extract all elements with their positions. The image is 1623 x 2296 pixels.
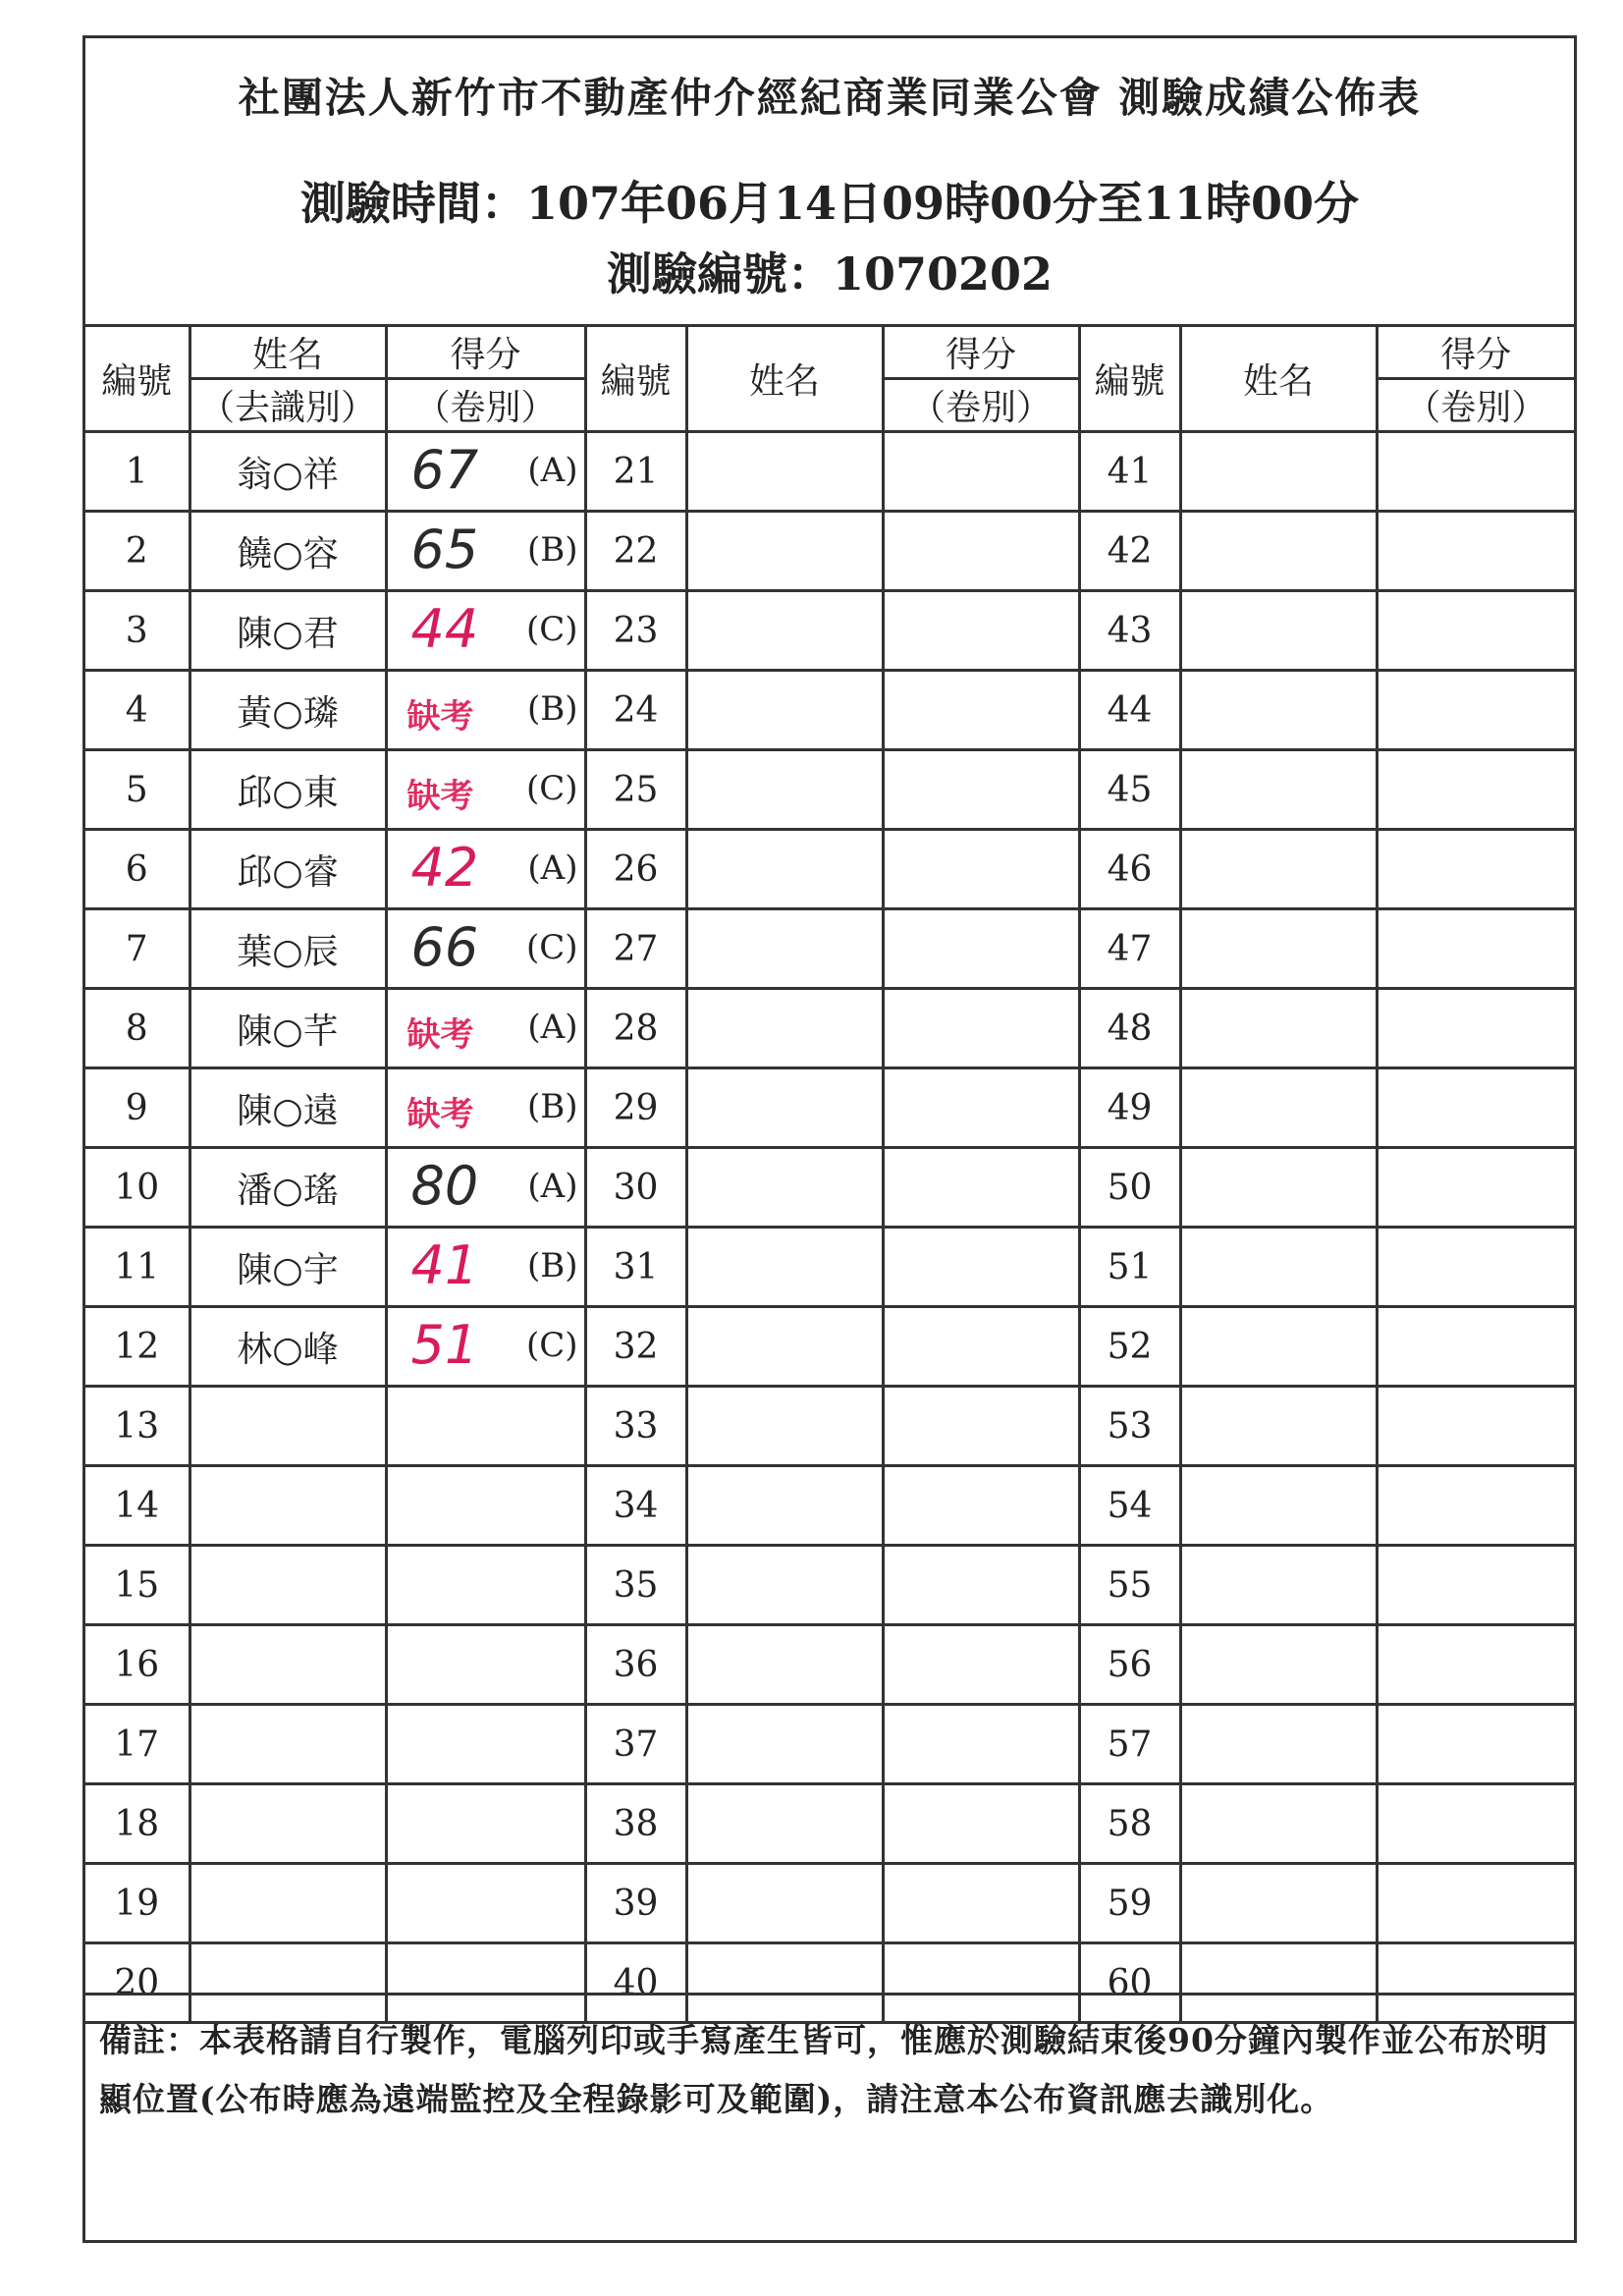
score-cell (386, 909, 585, 989)
examinee-name (686, 909, 883, 989)
score-cell (883, 1068, 1079, 1148)
examinee-name (1180, 1625, 1377, 1705)
table-row (85, 1864, 1574, 1943)
examinee-name (686, 1864, 883, 1943)
paper-version: (A) (527, 451, 578, 490)
row-number: 52 (1079, 1307, 1180, 1387)
score-cell (883, 1784, 1079, 1864)
paper-version: (B) (526, 530, 578, 570)
examinee-name (686, 671, 883, 750)
col-header-name: 姓名 (686, 327, 883, 432)
score-cell (386, 1068, 585, 1148)
table-row (85, 1784, 1574, 1864)
examinee-name (686, 830, 883, 909)
score-cell (883, 591, 1079, 671)
row-number: 56 (1079, 1625, 1180, 1705)
score-cell (386, 591, 585, 671)
row-number: 31 (585, 1228, 686, 1307)
score-cell (1377, 591, 1574, 671)
examinee-name: 林○峰 (189, 1307, 386, 1387)
row-number: 24 (585, 671, 686, 750)
examinee-name (686, 1307, 883, 1387)
row-number: 53 (1079, 1387, 1180, 1466)
examinee-name (1180, 671, 1377, 750)
paper-version: (C) (525, 928, 578, 967)
col-header-name: 姓名 (189, 327, 386, 379)
footnote: 備註：本表格請自行製作，電腦列印或手寫產生皆可，惟應於測驗結束後90分鐘內製作並公布於明顯位置(公布時應為遠端監控及全程錄影可及範圍)，請注意本公布資訊應去識別化。 (85, 1993, 1574, 2240)
score-cell (883, 1307, 1079, 1387)
absent-mark: 缺考 (406, 1015, 474, 1055)
row-number: 15 (85, 1546, 189, 1625)
examinee-name: 翁○祥 (189, 432, 386, 512)
score-cell (1377, 909, 1574, 989)
table-row (85, 1228, 1574, 1307)
exam-code: 測驗編號：1070202 (606, 247, 1054, 301)
examinee-name (1180, 1068, 1377, 1148)
paper-version: (B) (526, 1087, 578, 1126)
examinee-name (189, 1387, 386, 1466)
row-number: 57 (1079, 1705, 1180, 1784)
row-number: 34 (585, 1466, 686, 1546)
row-number: 13 (85, 1387, 189, 1466)
row-number: 25 (585, 750, 686, 830)
examinee-name (686, 1068, 883, 1148)
score-cell (386, 1705, 585, 1784)
score-cell (386, 1784, 585, 1864)
score-cell (883, 909, 1079, 989)
row-number: 20 (85, 1943, 189, 2023)
sheet-header (85, 38, 1574, 327)
score-cell (1377, 1387, 1574, 1466)
table-row (85, 512, 1574, 591)
score-cell (386, 1307, 585, 1387)
examinee-name (189, 1784, 386, 1864)
score-cell (883, 1546, 1079, 1625)
handwritten-score: 67 (410, 439, 479, 501)
examinee-name: 潘○瑤 (189, 1148, 386, 1228)
score-cell (386, 830, 585, 909)
examinee-name: 陳○芊 (189, 989, 386, 1068)
score-cell (386, 989, 585, 1068)
score-cell (1377, 432, 1574, 512)
row-number: 30 (585, 1148, 686, 1228)
score-cell (1377, 1148, 1574, 1228)
col-header-name-sub: （去識別） (189, 379, 386, 432)
examinee-name (1180, 1864, 1377, 1943)
score-cell (883, 989, 1079, 1068)
row-number: 42 (1079, 512, 1180, 591)
score-cell (883, 750, 1079, 830)
row-number: 39 (585, 1864, 686, 1943)
table-row (85, 1705, 1574, 1784)
table-row (85, 1068, 1574, 1148)
handwritten-score: 41 (410, 1234, 479, 1296)
row-number: 17 (85, 1705, 189, 1784)
row-number: 21 (585, 432, 686, 512)
row-number: 54 (1079, 1466, 1180, 1546)
row-number: 19 (85, 1864, 189, 1943)
row-number: 48 (1079, 989, 1180, 1068)
table-row (85, 1546, 1574, 1625)
table-row (85, 830, 1574, 909)
row-number: 47 (1079, 909, 1180, 989)
row-number: 4 (85, 671, 189, 750)
paper-version: (A) (527, 848, 578, 888)
examinee-name (686, 1387, 883, 1466)
row-number: 29 (585, 1068, 686, 1148)
table-row (85, 1625, 1574, 1705)
row-number: 49 (1079, 1068, 1180, 1148)
row-number: 10 (85, 1148, 189, 1228)
score-cell (386, 671, 585, 750)
row-number: 26 (585, 830, 686, 909)
row-number: 32 (585, 1307, 686, 1387)
score-cell (1377, 1068, 1574, 1148)
row-number: 33 (585, 1387, 686, 1466)
col-header-score-sub: （卷別） (386, 379, 585, 432)
row-number: 16 (85, 1625, 189, 1705)
examinee-name (1180, 1466, 1377, 1546)
row-number: 58 (1079, 1784, 1180, 1864)
row-number: 40 (585, 1943, 686, 2023)
row-number: 18 (85, 1784, 189, 1864)
organization-title: 社團法人新竹市不動產仲介經紀商業同業公會 測驗成績公佈表 (238, 74, 1422, 122)
score-cell (1377, 989, 1574, 1068)
score-table (85, 327, 1574, 2024)
score-cell (386, 1148, 585, 1228)
examinee-name (1180, 1546, 1377, 1625)
table-row (85, 1387, 1574, 1466)
col-header-score-sub: （卷別） (883, 379, 1079, 432)
row-number: 1 (85, 432, 189, 512)
examinee-name (1180, 1705, 1377, 1784)
score-cell (883, 671, 1079, 750)
score-cell (1377, 1705, 1574, 1784)
table-row (85, 750, 1574, 830)
examinee-name (686, 591, 883, 671)
row-number: 59 (1079, 1864, 1180, 1943)
absent-mark: 缺考 (406, 697, 474, 737)
examinee-name (1180, 750, 1377, 830)
score-cell (883, 830, 1079, 909)
examinee-name (686, 989, 883, 1068)
examinee-name (189, 1546, 386, 1625)
col-header-score: 得分 (386, 327, 585, 379)
score-cell (883, 512, 1079, 591)
absent-mark: 缺考 (406, 777, 474, 816)
row-number: 11 (85, 1228, 189, 1307)
examinee-name: 葉○辰 (189, 909, 386, 989)
examinee-name (686, 1705, 883, 1784)
paper-version: (C) (525, 1326, 578, 1365)
examinee-name (686, 1625, 883, 1705)
table-row (85, 1466, 1574, 1546)
score-cell (1377, 1625, 1574, 1705)
score-cell (386, 1387, 585, 1466)
score-cell (1377, 1546, 1574, 1625)
score-cell (883, 1466, 1079, 1546)
row-number: 6 (85, 830, 189, 909)
handwritten-score: 44 (410, 598, 479, 660)
row-number: 2 (85, 512, 189, 591)
examinee-name (686, 1148, 883, 1228)
score-cell (1377, 830, 1574, 909)
score-cell (883, 1705, 1079, 1784)
score-cell (386, 512, 585, 591)
col-header-name: 姓名 (1180, 327, 1377, 432)
col-header-score: 得分 (883, 327, 1079, 379)
score-cell (883, 1625, 1079, 1705)
paper-version: (B) (526, 689, 578, 729)
examinee-name (686, 1784, 883, 1864)
row-number: 23 (585, 591, 686, 671)
row-number: 28 (585, 989, 686, 1068)
col-header-score-sub: （卷別） (1377, 379, 1574, 432)
handwritten-score: 51 (410, 1314, 479, 1376)
absent-mark: 缺考 (406, 1095, 474, 1134)
row-number: 5 (85, 750, 189, 830)
row-number: 8 (85, 989, 189, 1068)
table-row (85, 1148, 1574, 1228)
col-header-score: 得分 (1377, 327, 1574, 379)
score-cell (1377, 1864, 1574, 1943)
row-number: 36 (585, 1625, 686, 1705)
exam-time: 測驗時間：107年06月14日09時00分至11時00分 (299, 177, 1360, 230)
score-cell (386, 1228, 585, 1307)
col-header-number: 編號 (85, 327, 189, 432)
table-row (85, 909, 1574, 989)
handwritten-score: 65 (410, 519, 479, 580)
score-sheet (82, 35, 1577, 2243)
row-number: 51 (1079, 1228, 1180, 1307)
score-cell (1377, 1228, 1574, 1307)
examinee-name (1180, 1387, 1377, 1466)
table-row (85, 1307, 1574, 1387)
row-number: 44 (1079, 671, 1180, 750)
examinee-name (1180, 432, 1377, 512)
examinee-name (686, 1466, 883, 1546)
examinee-name: 陳○君 (189, 591, 386, 671)
row-number: 27 (585, 909, 686, 989)
paper-version: (A) (527, 1008, 578, 1047)
table-row (85, 989, 1574, 1068)
score-cell (386, 1625, 585, 1705)
examinee-name (189, 1466, 386, 1546)
handwritten-score: 66 (410, 916, 479, 978)
paper-version: (C) (525, 769, 578, 808)
score-cell (883, 1148, 1079, 1228)
table-row (85, 591, 1574, 671)
score-cell (1377, 750, 1574, 830)
row-number: 50 (1079, 1148, 1180, 1228)
examinee-name: 邱○睿 (189, 830, 386, 909)
score-cell (883, 1387, 1079, 1466)
examinee-name (1180, 989, 1377, 1068)
row-number: 38 (585, 1784, 686, 1864)
examinee-name (1180, 1148, 1377, 1228)
score-cell (883, 432, 1079, 512)
handwritten-score: 80 (410, 1155, 479, 1217)
row-number: 22 (585, 512, 686, 591)
row-number: 41 (1079, 432, 1180, 512)
row-number: 55 (1079, 1546, 1180, 1625)
score-cell (1377, 671, 1574, 750)
examinee-name (1180, 591, 1377, 671)
examinee-name (1180, 512, 1377, 591)
table-row (85, 671, 1574, 750)
handwritten-score: 42 (410, 837, 479, 899)
row-number: 46 (1079, 830, 1180, 909)
row-number: 9 (85, 1068, 189, 1148)
table-row (85, 432, 1574, 512)
row-number: 43 (1079, 591, 1180, 671)
examinee-name (686, 512, 883, 591)
paper-version: (B) (526, 1246, 578, 1285)
score-cell (386, 750, 585, 830)
examinee-name (1180, 830, 1377, 909)
examinee-name (686, 1228, 883, 1307)
examinee-name: 黃○璘 (189, 671, 386, 750)
row-number: 7 (85, 909, 189, 989)
examinee-name (686, 750, 883, 830)
paper-version: (A) (527, 1167, 578, 1206)
row-number: 35 (585, 1546, 686, 1625)
examinee-name (1180, 909, 1377, 989)
examinee-name (1180, 1784, 1377, 1864)
score-cell (883, 1864, 1079, 1943)
examinee-name (1180, 1228, 1377, 1307)
score-cell (883, 1228, 1079, 1307)
examinee-name (189, 1864, 386, 1943)
examinee-name: 陳○宇 (189, 1228, 386, 1307)
examinee-name (189, 1625, 386, 1705)
row-number: 45 (1079, 750, 1180, 830)
examinee-name (189, 1705, 386, 1784)
examinee-name: 陳○遠 (189, 1068, 386, 1148)
row-number: 60 (1079, 1943, 1180, 2023)
score-cell (1377, 1466, 1574, 1546)
score-cell (386, 1466, 585, 1546)
score-cell (386, 1546, 585, 1625)
score-cell (386, 1864, 585, 1943)
score-cell (1377, 512, 1574, 591)
row-number: 3 (85, 591, 189, 671)
col-header-number: 編號 (585, 327, 686, 432)
row-number: 37 (585, 1705, 686, 1784)
examinee-name (686, 1546, 883, 1625)
score-cell (1377, 1784, 1574, 1864)
examinee-name: 饒○容 (189, 512, 386, 591)
row-number: 14 (85, 1466, 189, 1546)
examinee-name: 邱○東 (189, 750, 386, 830)
examinee-name (1180, 1307, 1377, 1387)
col-header-number: 編號 (1079, 327, 1180, 432)
paper-version: (C) (525, 610, 578, 649)
row-number: 12 (85, 1307, 189, 1387)
score-cell (1377, 1307, 1574, 1387)
examinee-name (686, 432, 883, 512)
score-cell (386, 432, 585, 512)
